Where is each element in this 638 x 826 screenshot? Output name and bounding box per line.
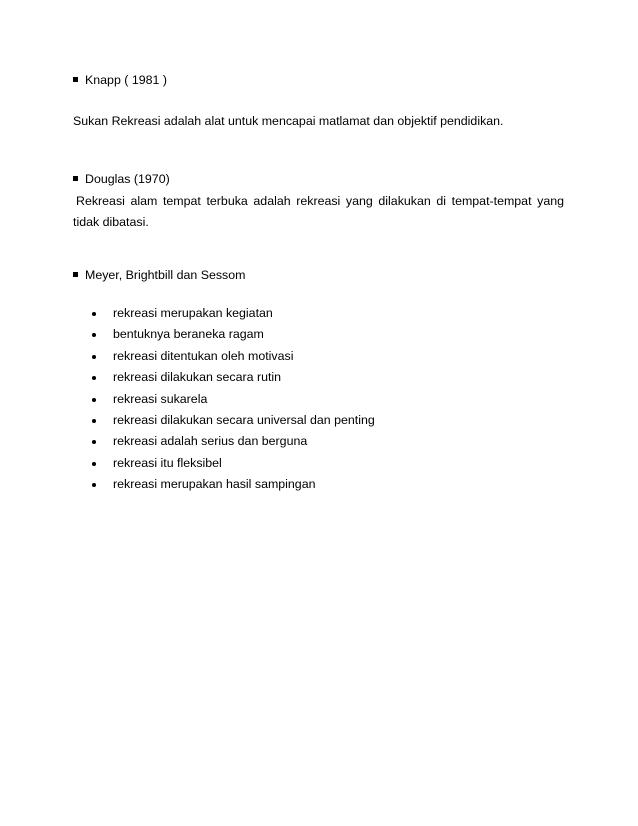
list-item-text: bentuknya beraneka ragam xyxy=(113,327,264,342)
section-heading-knapp xyxy=(73,72,167,88)
bullet-dot-icon xyxy=(92,376,96,380)
bullet-dot-icon xyxy=(92,483,96,487)
heading-text: Knapp ( 1981 ) xyxy=(85,73,167,87)
list-item-text: rekreasi adalah serius dan berguna xyxy=(113,434,308,449)
list-item-text: rekreasi dilakukan secara universal dan penting xyxy=(113,412,375,427)
bullet-dot-icon xyxy=(92,333,96,337)
list-item-text: rekreasi merupakan kegiatan xyxy=(113,306,273,320)
list-item-text: rekreasi itu fleksibel xyxy=(113,455,222,470)
list-item-text: rekreasi dilakukan secara rutin xyxy=(113,370,282,385)
square-bullet-icon xyxy=(73,176,78,181)
bullet-dot-icon xyxy=(92,312,96,316)
paragraph-douglas-line-1: Rekreasi alam tempat terbuka adalah rekreasi yang dilakukan di tempat-tempat yang xyxy=(76,194,564,208)
list-item-text: rekreasi ditentukan oleh motivasi xyxy=(113,348,294,363)
paragraph-douglas-line-2: tidak dibatasi. xyxy=(73,215,149,229)
list-item-text: rekreasi sukarela xyxy=(113,391,208,406)
list-item-text: rekreasi merupakan hasil sampingan xyxy=(113,477,316,492)
bullet-dot-icon xyxy=(92,398,96,402)
section-heading-meyer xyxy=(73,267,245,283)
square-bullet-icon xyxy=(73,272,78,277)
section-heading-douglas xyxy=(73,171,170,187)
heading-text: Meyer, Brightbill dan Sessom xyxy=(85,268,246,282)
bullet-dot-icon xyxy=(92,440,96,444)
paragraph-knapp: Sukan Rekreasi adalah alat untuk mencapai matlamat dan objektif pendidikan. xyxy=(73,114,504,128)
bullet-dot-icon xyxy=(92,419,96,423)
heading-text: Douglas (1970) xyxy=(85,172,170,186)
bullet-dot-icon xyxy=(92,355,96,359)
square-bullet-icon xyxy=(73,77,78,82)
bullet-dot-icon xyxy=(92,462,96,466)
